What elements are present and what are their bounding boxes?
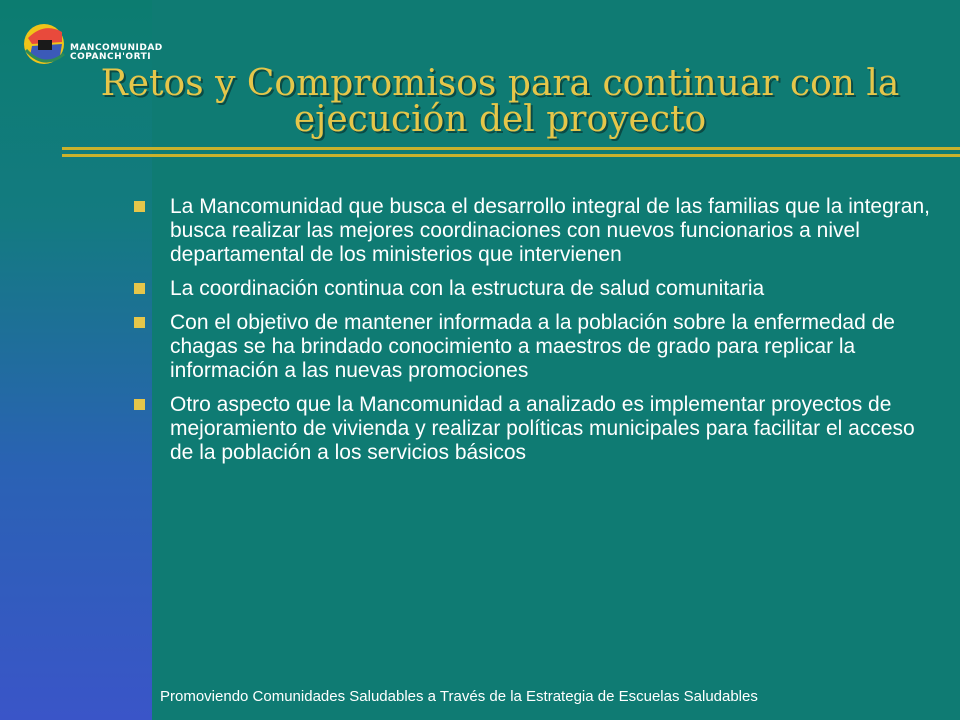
- slide-footer: Promoviendo Comunidades Saludables a Través de la Estrategia de Escuelas Saludables: [160, 688, 758, 705]
- bullet-text: Otro aspecto que la Mancomunidad a analizado es implementar proyectos de mejoramiento de vivienda y realizar políticas municipales para facilitar el acceso de la población a los servicios básicos: [170, 393, 915, 464]
- bullet-item: [134, 311, 934, 383]
- title-underline-top: [62, 147, 960, 150]
- logo-line-1: MANCOMUNIDAD: [70, 43, 163, 53]
- logo-text: [70, 44, 163, 62]
- slide-title: [60, 63, 940, 140]
- bullet-text: Con el objetivo de mantener informada a la población sobre la enfermedad de chagas se ha brindado conocimiento a maestros de grado para replicar la información a las nuevas promociones: [170, 311, 895, 382]
- bullet-list: [134, 195, 934, 475]
- bullet-item: [134, 393, 934, 465]
- bullet-item: [134, 277, 934, 301]
- title-line-2: ejecución del proyecto: [293, 99, 707, 140]
- square-bullet-icon: [134, 317, 145, 328]
- logo-emblem-icon: [22, 20, 68, 70]
- bullet-text: La Mancomunidad que busca el desarrollo integral de las familias que la integran, busca realizar las mejores coordinaciones con nuevos funcionarios a nivel departamental de los ministerios que intervienen: [170, 195, 930, 266]
- title-underline-bottom: [62, 154, 960, 157]
- bullet-item: [134, 195, 934, 267]
- square-bullet-icon: [134, 201, 145, 212]
- logo-line-2: COPANCH'ORTI: [70, 52, 152, 62]
- title-line-1: Retos y Compromisos para continuar con la: [100, 63, 900, 104]
- bullet-text: La coordinación continua con la estructura de salud comunitaria: [170, 277, 765, 300]
- square-bullet-icon: [134, 399, 145, 410]
- square-bullet-icon: [134, 283, 145, 294]
